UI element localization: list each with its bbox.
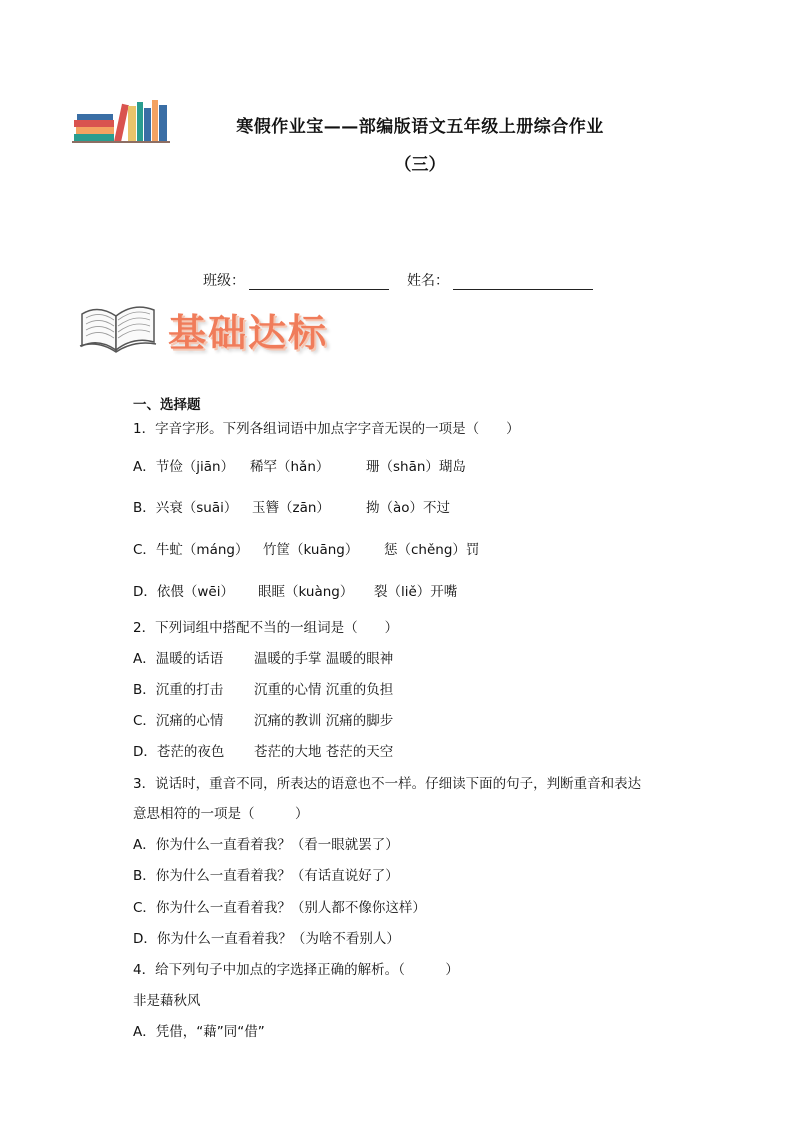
q1-option-c-2: 竹筐（kuāng） (263, 542, 359, 558)
q3-option-d: D．你为什么一直看着我？（为啥不看别人） (133, 931, 400, 947)
name-line[interactable] (453, 275, 593, 290)
section-heading: 一、选择题 (133, 397, 201, 413)
books-logo-icon (72, 98, 172, 146)
q2-option-d-1: D．苍茫的夜色 (133, 744, 225, 760)
page-title: 寒假作业宝——部编版语文五年级上册综合作业 (236, 117, 604, 137)
q1-option-a-2: 稀罕（hǎn） (250, 459, 330, 475)
page-subtitle: （三） (394, 155, 446, 175)
q4-option-a: A．凭借，“藉”同“借” (133, 1024, 265, 1040)
question-4-stem: 4．给下列句子中加点的字选择正确的解析。（ ） (133, 962, 459, 978)
question-3-stem-line-1: 3．说话时，重音不同，所表达的语意也不一样。仔细读下面的句子，判断重音和表达 (133, 776, 642, 792)
q1-option-c-3: 惩（chěng）罚 (384, 542, 480, 558)
q2-option-c-1: C．沉痛的心情 (133, 713, 224, 729)
section-banner: 基础达标 (168, 311, 329, 355)
open-book-icon (76, 294, 158, 356)
name-field (407, 270, 593, 290)
q3-option-c: C．你为什么一直看着我？（别人都不像你这样） (133, 900, 426, 916)
q1-option-d-3: 裂（liě）开嘴 (374, 584, 458, 600)
q1-option-b-1: B．兴衰（suāi） (133, 500, 238, 516)
class-line[interactable] (249, 275, 389, 290)
q1-option-b-3: 拗（ào）不过 (366, 500, 451, 516)
class-label: 班级： (203, 273, 245, 289)
q2-option-a-1: A．温暖的话语 (133, 651, 224, 667)
q1-option-d-1: D．依偎（wēi） (133, 584, 234, 600)
q2-option-b-1: B．沉重的打击 (133, 682, 224, 698)
q1-option-b-2: 玉簪（zān） (252, 500, 330, 516)
q2-option-c-2: 沉痛的教训 沉痛的脚步 (254, 713, 394, 729)
q4-sentence: 非是藉秋风 (133, 993, 201, 1009)
question-3-stem-line-2: 意思相符的一项是（ ） (133, 806, 309, 822)
q1-option-c-1: C．牛虻（máng） (133, 542, 249, 558)
q1-option-d-2: 眼眶（kuàng） (258, 584, 354, 600)
name-label: 姓名： (407, 273, 449, 289)
q2-option-d-2: 苍茫的大地 苍茫的天空 (254, 744, 394, 760)
class-field (203, 270, 389, 290)
question-1-stem: 1．字音字形。下列各组词语中加点字字音无误的一项是（ ） (133, 421, 520, 437)
q3-option-b: B．你为什么一直看着我？（有话直说好了） (133, 868, 399, 884)
question-2-stem: 2．下列词组中搭配不当的一组词是（ ） (133, 620, 399, 636)
q3-option-a: A．你为什么一直看着我？（看一眼就罢了） (133, 837, 399, 853)
q2-option-b-2: 沉重的心情 沉重的负担 (254, 682, 394, 698)
q1-option-a-1: A．节俭（jiān） (133, 459, 235, 475)
q1-option-a-3: 珊（shān）瑚岛 (366, 459, 466, 475)
q2-option-a-2: 温暖的手掌 温暖的眼神 (254, 651, 394, 667)
